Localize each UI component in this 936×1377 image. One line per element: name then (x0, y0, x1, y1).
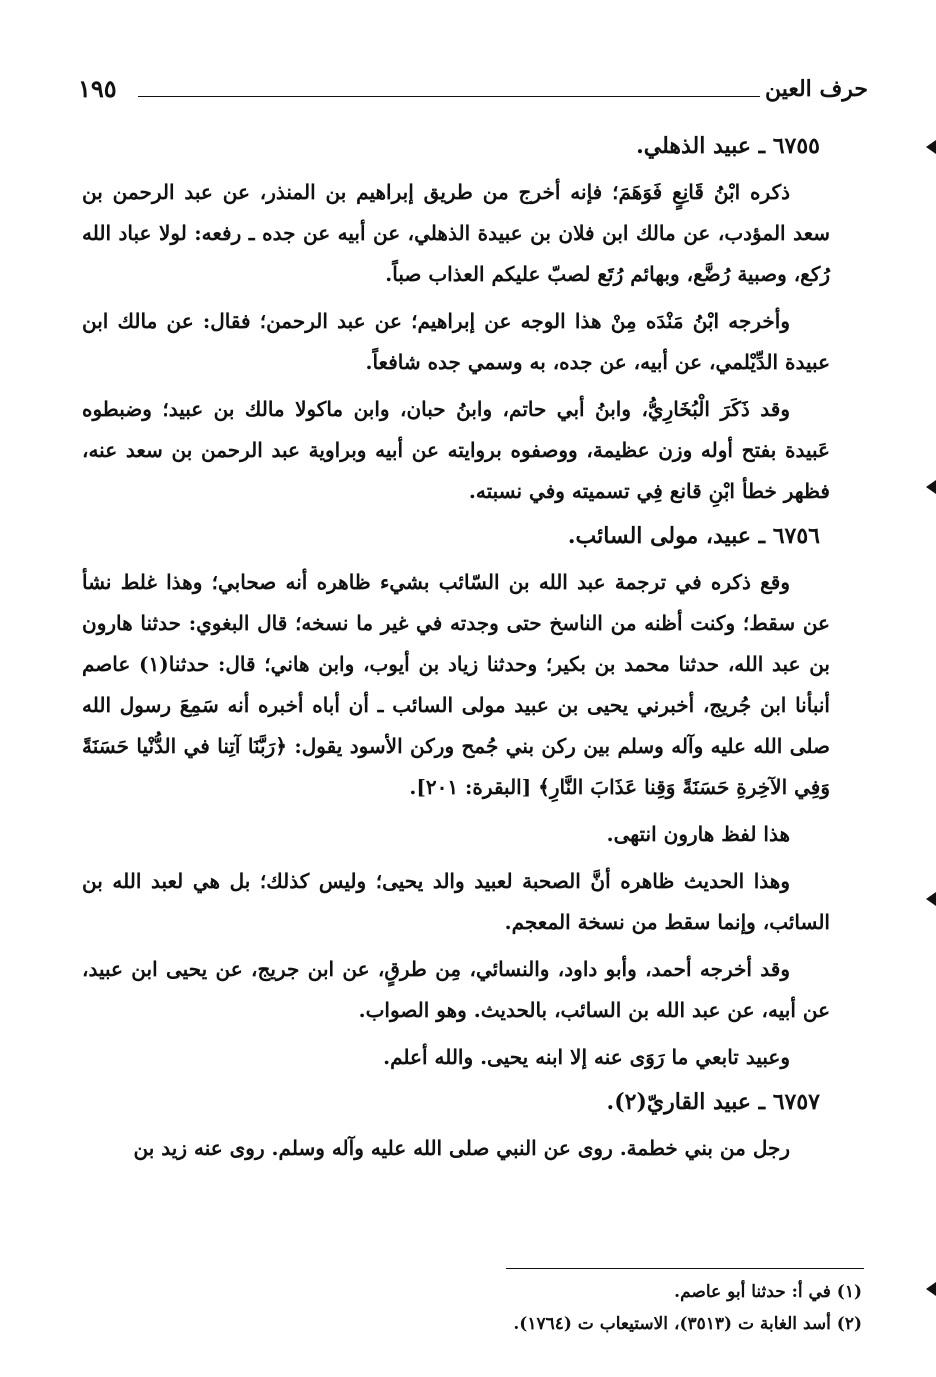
entry-heading: ٦٧٥٦ ـ عبيد، مولى السائب. (567, 523, 820, 549)
scan-margin-mark (926, 892, 936, 906)
page-body (82, 126, 830, 1173)
page-header (78, 74, 868, 108)
paragraph: وقد أخرجه أحمد، وأبو داود، والنسائي، مِن طرقٍ، عن ابن جريج، عن يحيى ابن عبيد، عن أبيه، عن عبد الله بن السائب، بالحديث. وهو الصواب. (82, 957, 830, 1022)
scan-margin-mark (926, 1282, 936, 1296)
entry-heading: ٦٧٥٧ ـ عبيد القاريّ(٢). (606, 1089, 820, 1115)
paragraph: وقع ذكره في ترجمة عبد الله بن السّائب بشيء ظاهره أنه صحابي؛ وهذا غلط نشأ عن سقط؛ وكنت أظنه من الناسخ حتى وجدته في غير ما نسخه؛ قال البغوي: حدثنا هارون بن عبد الله، حدثنا محمد بن بكير؛ وحدثنا زياد بن أيوب، وابن هاني؛ قال: حدثنا(١) عاصم أنبأنا ابن جُريج، أخبرني يحيى بن عبيد مولى السائب ـ أن أباه أخبره أنه سَمِعَ رسول الله صلى الله عليه وآله وسلم بين ركن بني جُمح وركن الأسود يقول: ﴿رَبَّنَا آتِنا في الدُّنْيا حَسَنَةً وَفِي الآخِرةِ حَسَنَةً وَقِنا عَذَابَ النَّارِ﴾ [البقرة: ٢٠١]. (82, 570, 830, 799)
header-rule (138, 96, 760, 97)
footnotes (102, 1276, 862, 1340)
footnote: (١) في أ: حدثنا أبو عاصم. (674, 1282, 862, 1302)
paragraph: وقد ذَكَرَ الْبُخَارِيُّ، وابنُ أبي حاتم، وابنُ حبان، وابن ماكولا مالك بن عبيد؛ وضبطوه عَبيدة بفتح أوله وزن عظيمة، ووصفوه بروايته عن أبيه وبراوية عبد الرحمن بن سعد عنه، فظهر خطأ ابْنِ قانع فِي تسميته وفي نسبته. (82, 397, 830, 503)
footnote-rule (506, 1268, 864, 1269)
scan-margin-mark (926, 480, 936, 494)
running-title: حرف العين (764, 76, 868, 102)
paragraph: وعبيد تابعي ما رَوَى عنه إلا ابنه يحيى. والله أعلم. (383, 1045, 790, 1069)
footnote: (٢) أسد الغابة ت (٣٥١٣)، الاستيعاب ت (١٧٦٤). (513, 1314, 862, 1334)
paragraph: وأخرجه ابْنُ مَنْدَه مِنْ هذا الوجه عن إبراهيم؛ عن عبد الرحمن؛ فقال: عن مالك ابن عبيدة الدِّيْلمي، عن أبيه، عن جده، به وسمي جده شافعاً. (82, 309, 830, 374)
entry-heading: ٦٧٥٥ ـ عبيد الذهلي. (636, 133, 820, 159)
paragraph: ذكره ابْنُ قَانِعٍ فَوَهَمَ؛ فإنه أخرج من طريق إبراهيم بن المنذر، عن عبد الرحمن بن سعد المؤدب، عن مالك ابن فلان بن عبيدة الذهلي، عن أبيه عن جده ـ رفعه: لولا عباد الله رُكع، وصبية رُضَّع، وبهائم رُتَع لصبّ عليكم العذاب صباً. (82, 180, 831, 286)
page-number: ١٩٥ (78, 74, 117, 103)
paragraph: هذا لفظ هارون انتهى. (606, 822, 790, 846)
paragraph: وهذا الحديث ظاهره أنَّ الصحبة لعبيد والد يحيى؛ وليس كذلك؛ بل هي لعبد الله بن السائب، وإنما سقط من نسخة المعجم. (82, 869, 830, 934)
scan-margin-mark (926, 140, 936, 154)
paragraph: رجل من بني خطمة. روى عن النبي صلى الله عليه وآله وسلم. روى عنه زيد بن (133, 1136, 790, 1160)
